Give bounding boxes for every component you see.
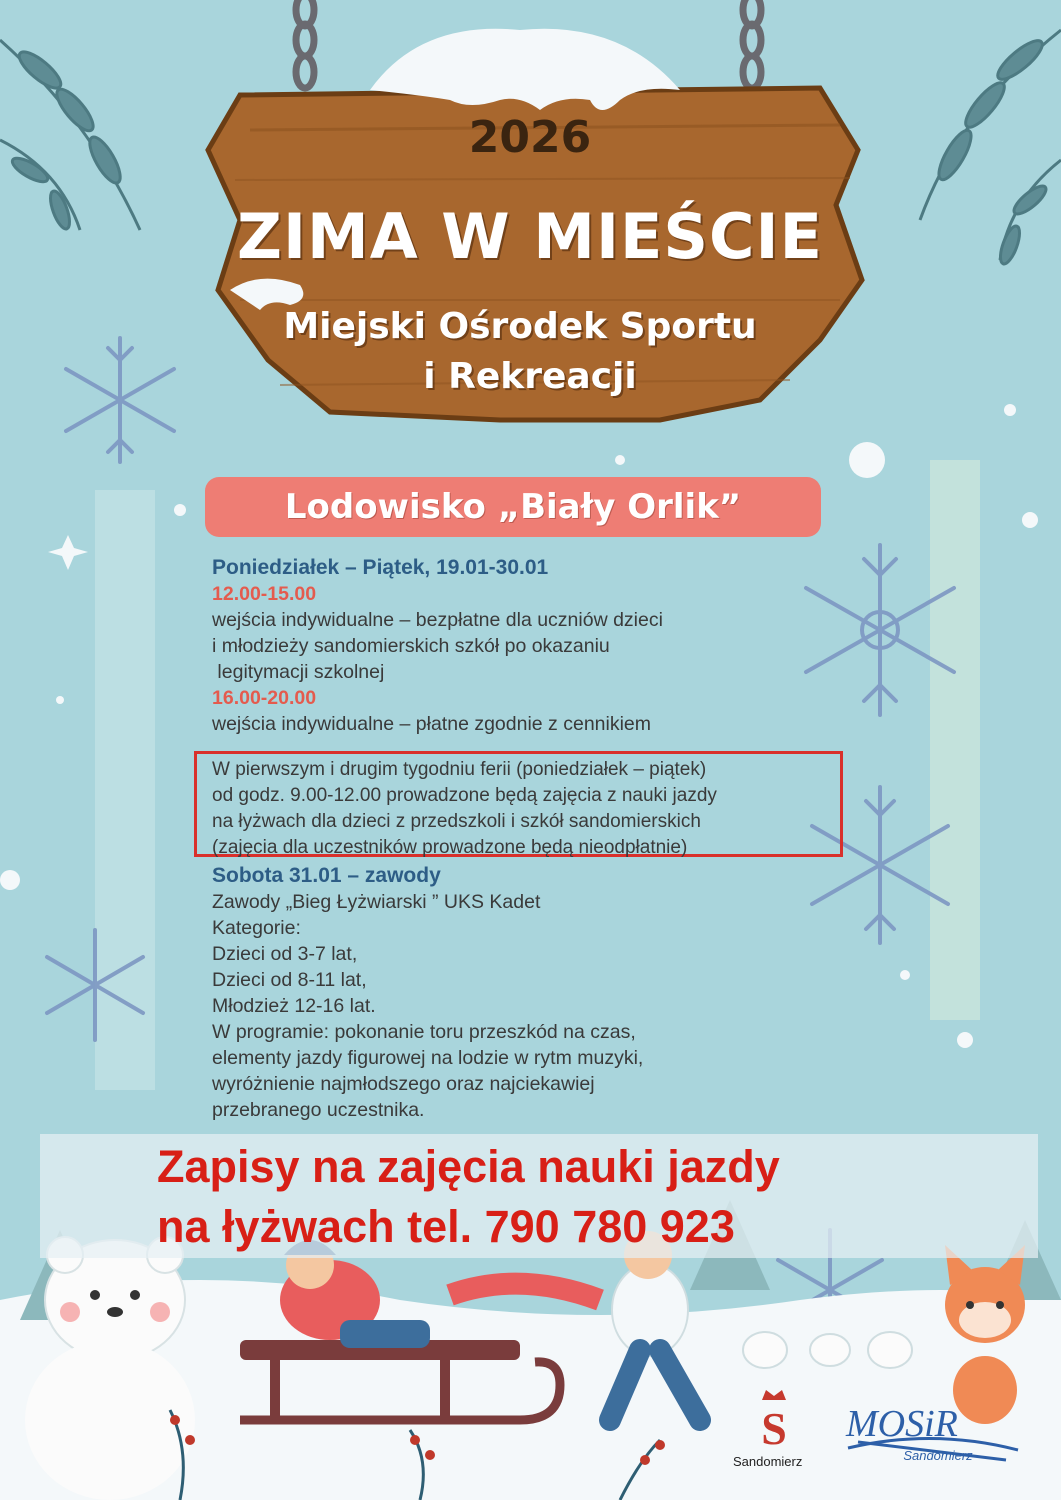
slot1-time: 12.00-15.00 [212,583,317,605]
saturday-line: elementy jazdy figurowej na lodzie w rytm muzyki, [212,1047,644,1069]
notice-line: od godz. 9.00-12.00 prowadzone będą zajęcia z nauki jazdy [212,785,717,806]
notice-text [212,757,717,861]
slot1-line: legitymacji szkolnej [212,661,385,683]
saturday-line: wyróżnienie najmłodszego oraz najciekawiej [212,1073,595,1095]
notice-line: na łyżwach dla dzieci z przedszkoli i szkół sandomierskich [212,811,701,832]
slot1-line: wejścia indywidualne – bezpłatne dla uczniów dzieci [212,609,663,631]
polar-bear-illustration [25,1237,195,1500]
saturday-line: W programie: pokonanie toru przeszkód na czas, [212,1021,636,1043]
bunnies-illustration [743,1332,912,1368]
mosir-logo [838,1398,1028,1478]
notice-line: W pierwszym i drugim tygodniu ferii (poniedziałek – piątek) [212,759,707,780]
slot2-line: wejścia indywidualne – płatne zgodnie z cennikiem [212,713,652,735]
leaves-right-decoration [920,30,1061,266]
svg-text:S: S [761,1403,787,1450]
signup-line-2: na łyżwach tel. 790 780 923 [157,1201,735,1252]
sign-title: ZIMA W MIEŚCIE [237,200,823,273]
notice-line: (zajęcia dla uczestników prowadzone będą nieodpłatnie) [212,837,688,858]
sandomierz-logo [752,1388,796,1450]
sign-subtitle-line-1: Miejski Ośrodek Sportu [283,306,757,347]
saturday-line: Kategorie: [212,917,301,939]
slot1-line: i młodzieży sandomierskich szkół po okazaniu [212,635,610,657]
saturday-line: Zawody „Bieg Łyżwiarski ” UKS Kadet [212,891,541,913]
mosir-logo-subtext: Sandomierz [903,1448,973,1463]
saturday-line: Dzieci od 3-7 lat, [212,943,358,965]
rink-banner: Lodowisko „Biały Orlik” [205,477,821,537]
signup-line-1: Zapisy na zajęcia nauki jazdy [157,1141,780,1192]
weekday-heading: Poniedziałek – Piątek, 19.01-30.01 [212,556,549,579]
slot2-time: 16.00-20.00 [212,687,317,709]
weekday-schedule [212,555,663,737]
sign-year: 2026 [468,112,592,163]
mosir-logo-text: MOSiR [846,1403,958,1445]
leaves-left-decoration [0,40,140,231]
saturday-schedule [212,863,643,1123]
sign-subtitle-line-2: i Rekreacji [423,356,637,397]
sandomierz-label: Sandomierz [733,1454,803,1469]
saturday-line: przebranego uczestnika. [212,1099,425,1121]
saturday-line: Dzieci od 8-11 lat, [212,969,367,991]
saturday-line: Młodzież 12-16 lat. [212,995,376,1017]
saturday-heading: Sobota 31.01 – zawody [212,864,441,887]
